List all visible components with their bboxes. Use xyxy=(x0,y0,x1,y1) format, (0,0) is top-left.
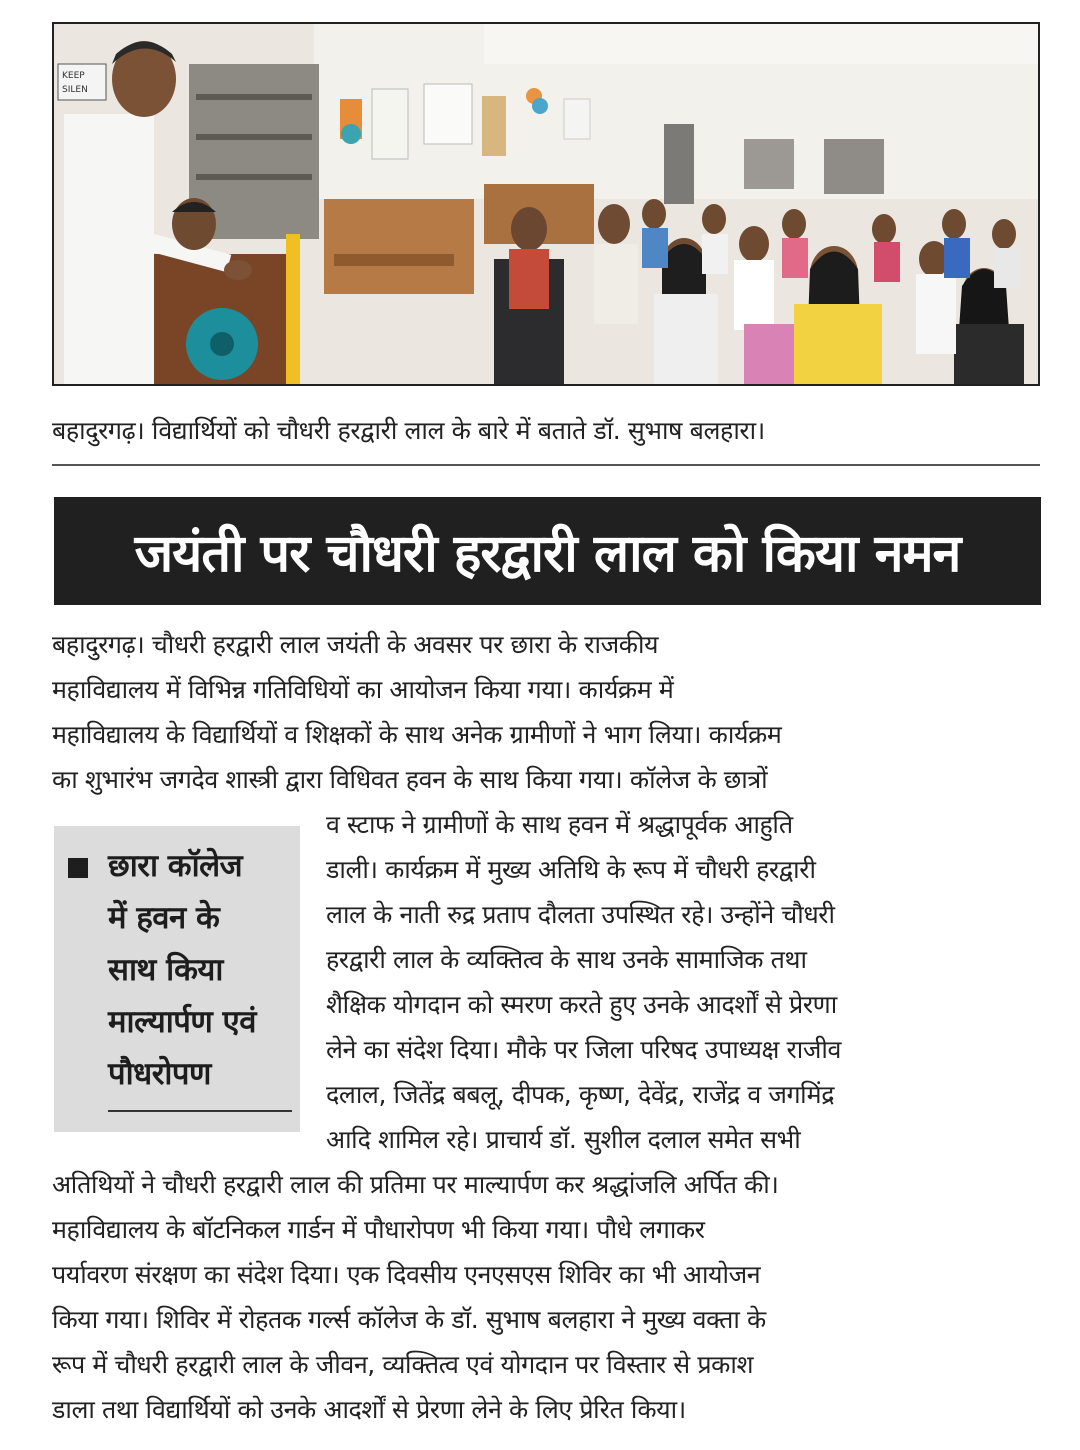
highlight-divider xyxy=(108,1110,292,1112)
body-line: हरद्वारी लाल के व्यक्तित्व के साथ उनके सामाजिक तथा xyxy=(326,945,807,974)
sign-text: KEEP xyxy=(62,71,85,81)
headline: जयंती पर चौधरी हरद्वारी लाल को किया नमन xyxy=(134,523,961,584)
body-line: डाली। कार्यक्रम में मुख्य अतिथि के रूप में चौधरी हरद्वारी xyxy=(326,855,816,884)
body-line: पर्यावरण संरक्षण का संदेश दिया। एक दिवसीय एनएसएस शिविर का भी आयोजन xyxy=(52,1260,761,1289)
highlight-line: साथ किया xyxy=(108,952,223,988)
body-line: महाविद्यालय के विद्यार्थियों व शिक्षकों के साथ अनेक ग्रामीणों ने भाग लिया। कार्यक्रम xyxy=(52,720,782,749)
photo-caption: बहादुरगढ़। विद्यार्थियों को चौधरी हरद्वारी लाल के बारे में बताते डॉ. सुभाष बलहारा। xyxy=(52,416,765,445)
body-line: व स्टाफ ने ग्रामीणों के साथ हवन में श्रद्धापूर्वक आहुति xyxy=(326,810,793,839)
body-line: बहादुरगढ़। चौधरी हरद्वारी लाल जयंती के अवसर पर छारा के राजकीय xyxy=(52,630,659,659)
square-bullet-icon xyxy=(68,858,88,878)
highlight-text xyxy=(108,840,290,1100)
body-line: लाल के नाती रुद्र प्रताप दौलता उपस्थित रहे। उन्होंने चौधरी xyxy=(326,900,835,929)
body-line: का शुभारंभ जगदेव शास्त्री द्वारा विधिवत हवन के साथ किया गया। कॉलेज के छात्रों xyxy=(52,765,768,794)
svg-text:SILEN: SILEN xyxy=(62,85,88,95)
highlight-box xyxy=(54,826,300,1132)
body-line: महाविद्यालय में विभिन्न गतिविधियों का आयोजन किया गया। कार्यक्रम में xyxy=(52,675,674,704)
highlight-line: माल्यार्पण एवं xyxy=(108,1004,256,1040)
body-line: किया गया। शिविर में रोहतक गर्ल्स कॉलेज के डॉ. सुभाष बलहारा ने मुख्य वक्ता के xyxy=(52,1305,766,1334)
article-body-middle xyxy=(326,802,1042,1162)
body-line: अतिथियों ने चौधरी हरद्वारी लाल की प्रतिमा पर माल्यार्पण कर श्रद्धांजलि अर्पित की। xyxy=(52,1170,779,1199)
body-line: महाविद्यालय के बॉटनिकल गार्डन में पौधारोपण भी किया गया। पौधे लगाकर xyxy=(52,1215,705,1244)
body-line: डाला तथा विद्यार्थियों को उनके आदर्शों से प्रेरणा लेने के लिए प्रेरित किया। xyxy=(52,1395,686,1424)
article-body-top xyxy=(52,622,1042,802)
highlight-line: छारा कॉलेज xyxy=(108,848,243,884)
body-line: आदि शामिल रहे। प्राचार्य डॉ. सुशील दलाल समेत सभी xyxy=(326,1125,801,1154)
caption-divider xyxy=(52,464,1040,466)
article-body-bottom xyxy=(52,1162,1042,1432)
news-photo xyxy=(52,22,1040,386)
classroom-photo-illustration xyxy=(54,24,1038,384)
body-line: लेने का संदेश दिया। मौके पर जिला परिषद उपाध्यक्ष राजीव xyxy=(326,1035,841,1064)
body-line: शैक्षिक योगदान को स्मरण करते हुए उनके आदर्शों से प्रेरणा xyxy=(326,990,837,1019)
body-line: दलाल, जितेंद्र बबलू, दीपक, कृष्ण, देवेंद्र, राजेंद्र व जगमिंद्र xyxy=(326,1080,835,1109)
highlight-line: पौधरोपण xyxy=(108,1056,211,1092)
headline-banner xyxy=(54,497,1041,605)
highlight-line: में हवन के xyxy=(108,900,220,936)
body-line: रूप में चौधरी हरद्वारी लाल के जीवन, व्यक्तित्व एवं योगदान पर विस्तार से प्रकाश xyxy=(52,1350,754,1379)
